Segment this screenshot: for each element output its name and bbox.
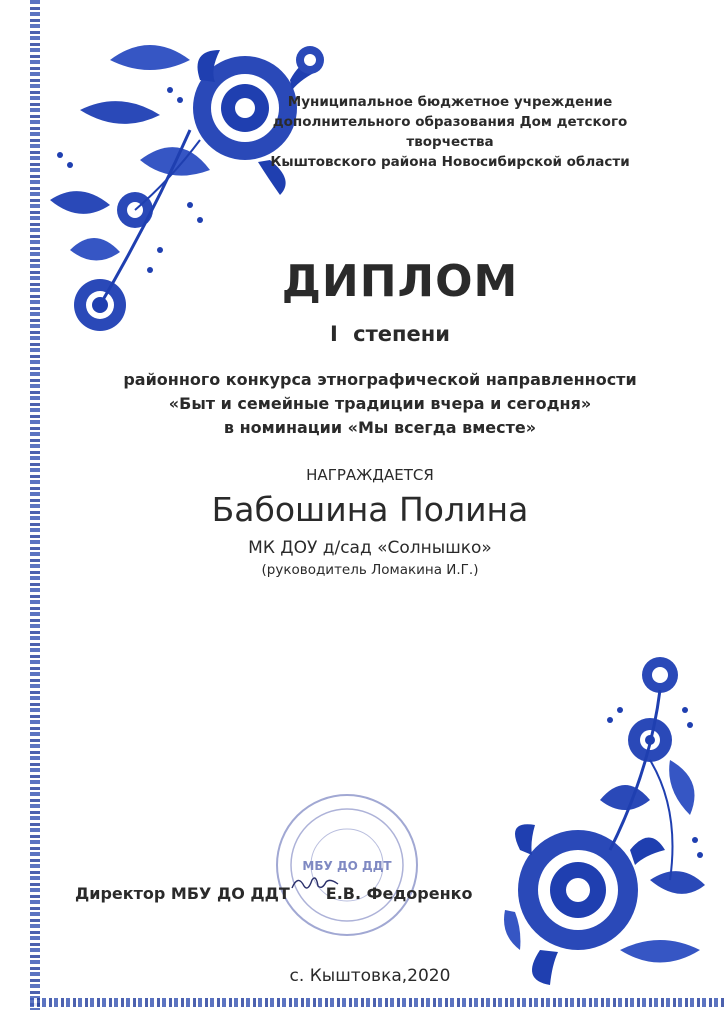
diploma-degree: I степени <box>330 322 450 346</box>
stamp-text: МБУ ДО ДДТ <box>302 859 392 873</box>
supervisor-note: (руководитель Ломакина И.Г.) <box>261 562 479 578</box>
top-left-gzhel-ornament <box>40 20 340 360</box>
director-position: Директор МБУ ДО ДДТ <box>75 884 290 903</box>
awarded-label: НАГРАЖДАЕТСЯ <box>306 466 434 484</box>
contest-description <box>120 368 640 440</box>
issuing-organization <box>270 92 630 172</box>
left-decorative-border <box>30 0 40 1010</box>
recipient-institution: МК ДОУ д/сад «Солнышко» <box>248 538 492 558</box>
recipient-name: Бабошина Полина <box>211 490 529 529</box>
organization-line-1: Муниципальное бюджетное учреждение <box>287 94 613 110</box>
contest-line-1: районного конкурса этнографической направленности <box>123 370 637 389</box>
official-stamp <box>272 790 422 940</box>
bottom-decorative-border <box>30 998 724 1007</box>
place-and-year: с. Кыштовка,2020 <box>289 966 451 986</box>
director-name: Е.В. Федоренко <box>325 884 473 903</box>
contest-line-2: «Быт и семейные традиции вчера и сегодня» <box>168 394 592 413</box>
diploma-title: ДИПЛОМ <box>281 256 519 307</box>
handwritten-signature <box>290 872 340 894</box>
organization-line-3: Кыштовского района Новосибирской области <box>270 154 630 170</box>
contest-line-3: в номинации «Мы всегда вместе» <box>223 418 537 437</box>
bottom-right-gzhel-ornament <box>500 650 710 995</box>
organization-line-2: дополнительного образования Дом детского творчества <box>272 114 628 150</box>
director-signature-line <box>75 884 472 903</box>
